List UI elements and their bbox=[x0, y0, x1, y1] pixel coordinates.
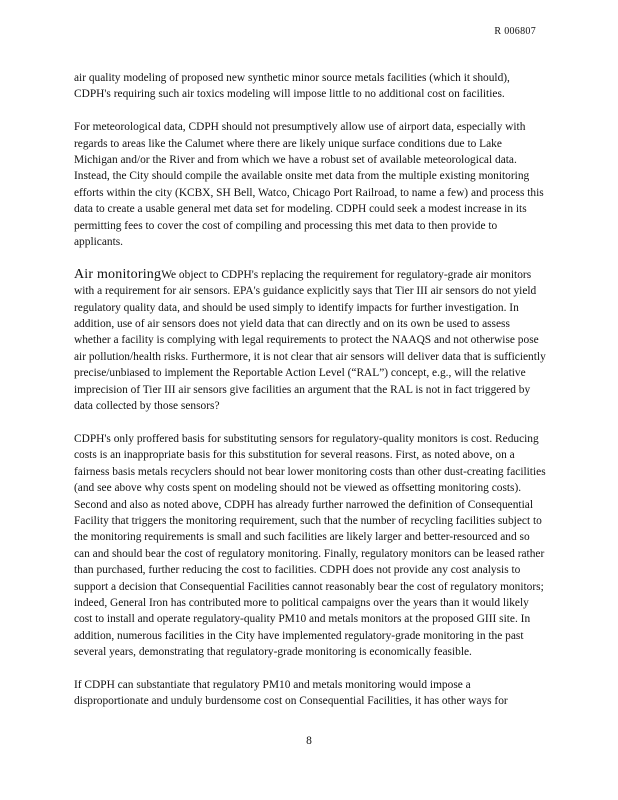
page-number: 8 bbox=[306, 735, 312, 747]
section-heading-air-monitoring: Air monitoring bbox=[74, 266, 162, 282]
paragraph-air-monitoring-text: We object to CDPH's replacing the requirement for regulatory-grade air monitors with a requirement for air sensors. EPA's guidance explicitly says that Tier III air sensors do not yield regulatory quality data, and should be used simply to identify impacts for further investigation. In addition, use of air sensors does not yield data that can directly and on its own be used to assess whether a facility is complying with legal requirements to protect the NAAQS and not otherwise pose air pollution/health risks. Furthermore, it is not clear that air sensors will deliver data that is sufficiently precise/unbiased to implement the Reportable Action Level (“RAL”) concept, e.g., will the relative imprecision of Tier III air sensors give facilities an argument that the RAL is not in fact triggered by data collected by those sensors? bbox=[74, 268, 546, 413]
paragraph-meteorological-data: For meteorological data, CDPH should not presumptively allow use of airport data, especially with regards to areas like the Calumet where there are likely unique surface conditions due to Lake Michigan and/or the River and from which we have a robust set of available meteorological data. Instead, the City should compile the available onsite met data from the multiple existing monitoring efforts within the city (KCBX, SH Bell, Watco, Chicago Port Railroad, to name a few) and process this data to create a usable general met data set for modeling. CDPH could seek a modest increase in its permitting fees to cover the cost of compiling and processing this met data to then provide to applicants. bbox=[74, 121, 544, 249]
document-body bbox=[74, 70, 546, 726]
paragraph-modeling-continued: air quality modeling of proposed new synthetic minor source metals facilities (which it should), CDPH's requiring such air toxics modeling will impose little to no additional cost on facilities. bbox=[74, 72, 510, 101]
paragraph-air-monitoring bbox=[74, 267, 546, 415]
paragraph-cost-basis: CDPH's only proffered basis for substituting sensors for regulatory-quality monitors is cost. Reducing costs is an inappropriate basis for this substitution for several reasons. First, as noted above, on a fairness basis metals recyclers should not bear lower monitoring costs than other dust-creating facilities (and see above why costs spent on modeling should not be viewed as offsetting monitoring costs). Second and also as noted above, CDPH has already further narrowed the definition of Consequential Facility that triggers the monitoring requirement, such that the number of recycling facilities subject to the monitoring requirements is small and such facilities are likely larger and better-resourced and so can and should bear the cost of regulatory monitoring. Finally, regulatory monitors can be leased rather than purchased, further reducing the cost to facilities. CDPH does not provide any cost analysis to support a decision that Consequential Facilities cannot reasonably bear the cost of regulatory monitors; indeed, General Iron has contributed more to political campaigns over the years than it would likely cost to install and operate regulatory-quality PM10 and metals monitors at the proposed GIII site. In addition, numerous facilities in the City have implemented regulatory-grade monitoring in the past several years, demonstrating that regulatory-grade monitoring is economically feasible. bbox=[74, 432, 546, 659]
bates-number: R 006807 bbox=[494, 26, 536, 37]
paragraph-substantiate: If CDPH can substantiate that regulatory PM10 and metals monitoring would impose a disproportionate and unduly burdensome cost on Consequential Facilities, it has other ways for bbox=[74, 678, 508, 708]
